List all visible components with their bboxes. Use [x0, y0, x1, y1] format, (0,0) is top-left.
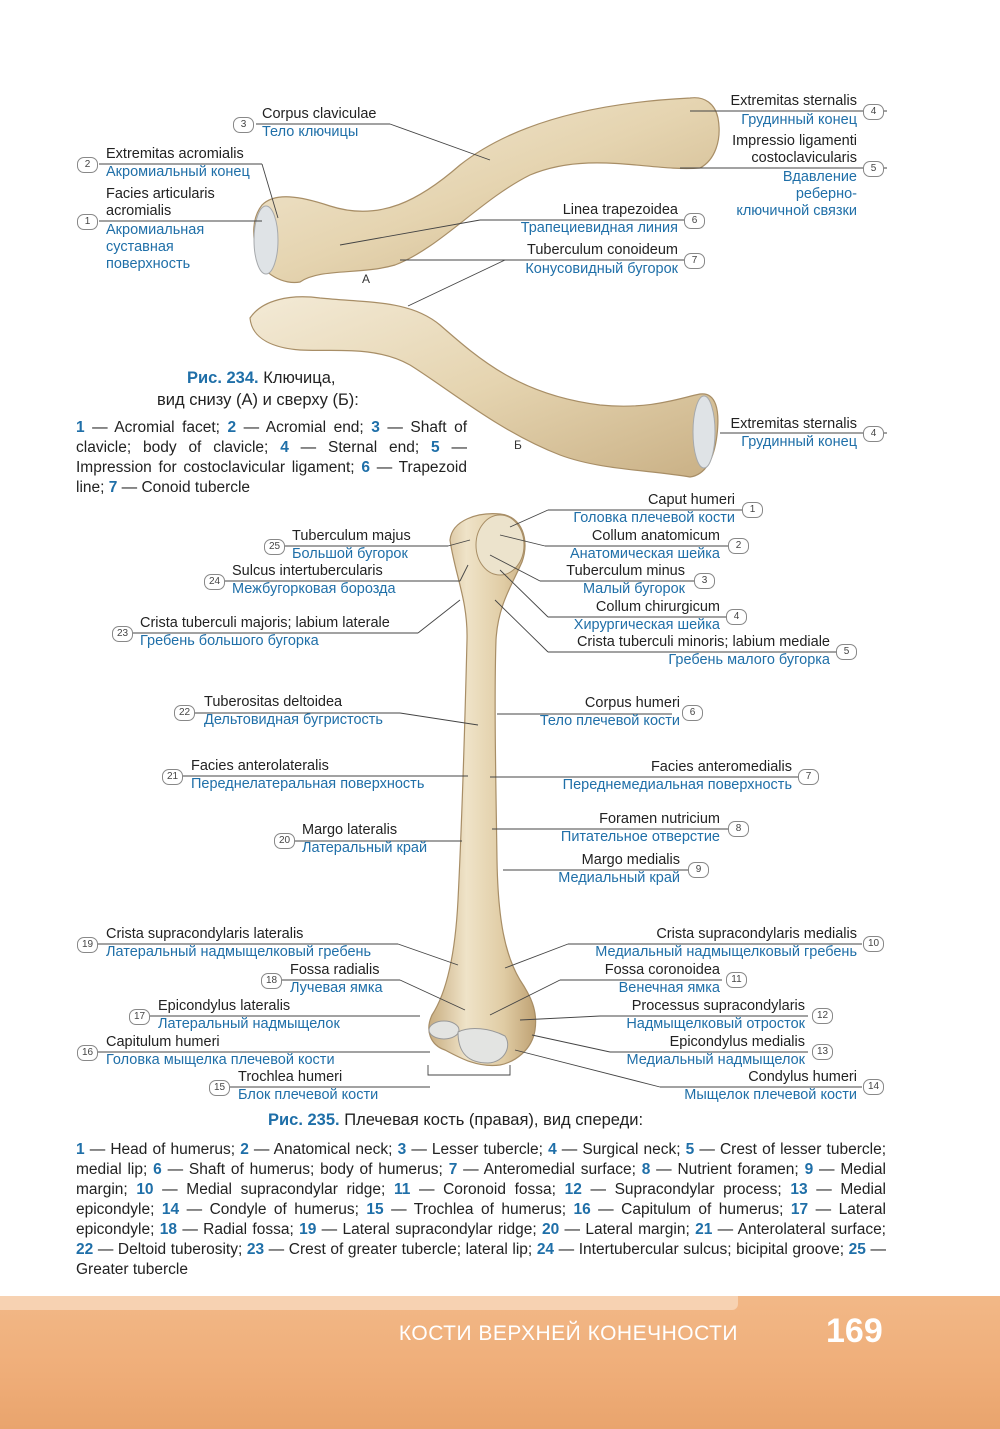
legend-number: 15 [366, 1201, 384, 1218]
legend-text: — Sternal end; [288, 439, 432, 456]
label-akromialnyj-konec: Акромиальный конец [106, 164, 250, 180]
label-akromialnaya: Акромиальная [106, 222, 205, 238]
legend-text: — Shaft of humerus; body of humerus; [161, 1161, 449, 1178]
legend-text: — Acromial end; [236, 419, 372, 436]
legend-text: — Conoid tubercle [117, 479, 251, 496]
label-l-22-latin: Tuberositas deltoidea [204, 694, 343, 710]
label-r-5-latin: Crista tuberculi minoris; labium mediale [576, 634, 830, 650]
legend-text: — Lateral margin; [559, 1221, 696, 1238]
legend-number: 13 [790, 1181, 808, 1198]
legend-text: — Shaft of clavicle; body of clavicle; [76, 419, 468, 456]
legend-text: — Lateral epicondyle; [76, 1201, 886, 1238]
legend-number: 6 [361, 459, 370, 476]
callout-19: 19 [77, 937, 98, 953]
callout-21: 21 [162, 769, 183, 785]
callout-1: 1 [77, 214, 98, 230]
label-r-6-russian: Тело плечевой кости [539, 713, 680, 729]
legend-text: — Intertubercular sulcus; bicipital groove; [554, 1241, 849, 1258]
callout-7: 7 [798, 769, 819, 785]
callout-13: 13 [812, 1044, 833, 1060]
fig235-caption-text: Плечевая кость (правая), вид спереди: [344, 1111, 644, 1129]
label-r-8-russian: Питательное отверстие [560, 829, 720, 845]
legend-number: 7 [448, 1161, 458, 1178]
label-l-18-latin: Fossa radialis [290, 962, 380, 978]
legend-number: 9 [804, 1161, 814, 1178]
legend-text: — Anterolateral surface; [712, 1221, 886, 1238]
legend-number: 1 [76, 419, 85, 436]
fig234-caption-label: Рис. 234. [187, 369, 259, 387]
label-telo-klyuchicy: Тело ключицы [262, 124, 359, 140]
label-r-11-russian: Венечная ямка [618, 980, 720, 996]
callout-1: 1 [742, 502, 763, 518]
acromial-facet [254, 206, 278, 274]
legend-text: — Trapezoid line; [76, 459, 467, 496]
legend-text: — Lesser tubercle; [406, 1141, 549, 1158]
legend-number: 16 [573, 1201, 591, 1218]
legend-number: 8 [641, 1161, 651, 1178]
label-r-7-russian: Переднемедиальная поверхность [562, 777, 792, 793]
legend-number: 23 [246, 1241, 265, 1258]
label-impressio-ligamenti: Impressio ligamenti [732, 133, 857, 149]
callout-14: 14 [863, 1079, 884, 1095]
label-extremitas-sternalis-b: Extremitas sternalis [730, 416, 857, 432]
callout-23: 23 [112, 626, 133, 642]
legend-number: 1 [76, 1141, 85, 1158]
legend-text: — Greater tubercle [76, 1241, 886, 1278]
section-title: КОСТИ ВЕРХНЕЙ КОНЕЧНОСТИ [398, 1322, 738, 1345]
label-l-25-latin: Tuberculum majus [292, 528, 411, 544]
callout-25: 25 [264, 539, 285, 555]
label-r-8-latin: Foramen nutricium [599, 811, 720, 827]
legend-text: — Crest of lesser tubercle; medial lip; [76, 1141, 887, 1178]
legend-number: 5 [431, 439, 440, 456]
legend-text: — Condyle of humerus; [179, 1201, 367, 1218]
label-extremitas-sternalis: Extremitas sternalis [730, 93, 857, 109]
legend-text: — Lateral supracondylar ridge; [316, 1221, 542, 1238]
legend-text: — Acromial facet; [84, 419, 228, 436]
label-r-6-latin: Corpus humeri [584, 695, 680, 711]
callout-22: 22 [174, 705, 195, 721]
label-r-13-russian: Медиальный надмыщелок [626, 1052, 805, 1068]
legend-text: — Nutrient foramen; [650, 1161, 805, 1178]
label-l-15-russian: Блок плечевой кости [238, 1087, 379, 1103]
label-l-22-russian: Дельтовидная бугристость [204, 712, 383, 728]
legend-number: 18 [159, 1221, 177, 1238]
label-r-11-latin: Fossa coronoidea [604, 962, 720, 978]
legend-text: — Anteromedial surface; [457, 1161, 642, 1178]
callout-15: 15 [209, 1080, 230, 1096]
callout-12: 12 [812, 1008, 833, 1024]
label-extremitas-acromialis: Extremitas acromialis [106, 146, 244, 162]
view-label-a: А [362, 272, 371, 286]
legend-number: 7 [108, 479, 118, 496]
label-r-4-latin: Collum chirurgicum [595, 599, 720, 615]
callout-3: 3 [694, 573, 715, 589]
label-r-7-latin: Facies anteromedialis [650, 759, 792, 775]
legend-number: 12 [564, 1181, 582, 1198]
label-acromialis: acromialis [106, 203, 172, 219]
label-r-12-latin: Processus supracondylaris [631, 998, 805, 1014]
label-r-13-latin: Epicondylus medialis [669, 1034, 805, 1050]
humerus [429, 514, 536, 1066]
legend-number: 17 [790, 1201, 809, 1218]
label-tuberculum-conoideum: Tuberculum conoideum [527, 242, 678, 258]
callout-20: 20 [274, 833, 295, 849]
legend-number: 19 [299, 1221, 317, 1238]
label-l-23-russian: Гребень большого бугорка [140, 633, 319, 649]
label-r-3-latin: Tuberculum minus [566, 563, 685, 579]
label-l-21-latin: Facies anterolateralis [191, 758, 329, 774]
legend-number: 3 [397, 1141, 407, 1158]
label-r-3-russian: Малый бугорок [582, 581, 685, 597]
label-l-16-latin: Capitulum humeri [106, 1034, 220, 1050]
label-r-1-latin: Caput humeri [647, 492, 735, 508]
legend-number: 22 [76, 1241, 94, 1258]
label-r-4-russian: Хирургическая шейка [573, 617, 720, 633]
callout-5: 5 [863, 161, 884, 177]
label-sustavnaya: суставная [106, 239, 174, 255]
legend-number: 10 [136, 1181, 154, 1198]
label-l-20-latin: Margo lateralis [302, 822, 398, 838]
legend-text: — Capitulum of humerus; [590, 1201, 791, 1218]
label-r-2-russian: Анатомическая шейка [569, 546, 720, 562]
page-number: 169 [826, 1312, 883, 1350]
label-konusovidnyj-bugorok: Конусовидный бугорок [525, 261, 678, 277]
label-reberno: реберно- [795, 186, 857, 202]
legend-text: — Medial supracondylar ridge; [153, 1181, 394, 1198]
callout-11: 11 [726, 972, 747, 988]
legend-text: — Coronoid fossa; [410, 1181, 565, 1198]
label-trapecievidnaya-liniya: Трапециевидная линия [520, 220, 678, 236]
label-r-1-russian: Головка плечевой кости [573, 510, 735, 526]
legend-text: — Radial fossa; [177, 1221, 300, 1238]
callout-2: 2 [77, 157, 98, 173]
capitulum [429, 1021, 459, 1039]
legend-number: 4 [548, 1141, 557, 1158]
label-l-24-latin: Sulcus intertubercularis [232, 563, 383, 579]
callout-18: 18 [261, 973, 282, 989]
legend-number: 25 [848, 1241, 866, 1258]
sternal-end-b [693, 396, 715, 468]
legend-number: 6 [153, 1161, 162, 1178]
label-grudinnyj-konec-b: Грудинный конец [741, 434, 857, 450]
callout-24: 24 [204, 574, 225, 590]
callout-2: 2 [728, 538, 749, 554]
callout-8: 8 [728, 821, 749, 837]
legend-number: 5 [685, 1141, 695, 1158]
label-poverhnost: поверхность [106, 256, 191, 272]
legend-number: 20 [541, 1221, 560, 1238]
legend-number: 2 [227, 419, 237, 436]
label-l-20-russian: Латеральный край [302, 840, 428, 856]
callout-3: 3 [233, 117, 254, 133]
fig235-caption-label: Рис. 235. [268, 1111, 340, 1129]
label-klyuchichnoj-svyazki: ключичной связки [736, 203, 857, 219]
legend-number: 4 [280, 439, 289, 456]
label-r-9-russian: Медиальный край [558, 870, 680, 886]
label-l-21-russian: Переднелатеральная поверхность [191, 776, 425, 792]
callout-17: 17 [129, 1009, 150, 1025]
callout-6: 6 [682, 705, 703, 721]
label-l-24-russian: Межбугорковая борозда [232, 581, 396, 597]
legend-number: 24 [536, 1241, 555, 1258]
label-r-5-russian: Гребень малого бугорка [668, 652, 830, 668]
label-r-10-latin: Crista supracondylaris medialis [656, 926, 857, 942]
legend-text: — Trochlea of humerus; [383, 1201, 574, 1218]
label-r-9-latin: Margo medialis [581, 852, 680, 868]
callout-9: 9 [688, 862, 709, 878]
label-l-23-latin: Crista tuberculi majoris; labium laterale [140, 615, 390, 631]
legend-text: — Anatomical neck; [248, 1141, 398, 1158]
legend-text: — Crest of greater tubercle; lateral lip; [264, 1241, 537, 1258]
legend-text: — Supracondylar process; [581, 1181, 791, 1198]
label-l-19-latin: Crista supracondylaris lateralis [106, 926, 304, 942]
fig234-caption-line2: вид снизу (А) и сверху (Б): [157, 391, 359, 409]
legend-text: — Medial margin; [76, 1161, 886, 1198]
fig235-caption [268, 1110, 643, 1130]
legend-text: — Impression for costoclavicular ligament; [76, 439, 467, 476]
label-vdavlenie: Вдавление [782, 169, 857, 185]
label-l-19-russian: Латеральный надмыщелковый гребень [106, 944, 372, 960]
label-r-12-russian: Надмыщелковый отросток [626, 1016, 805, 1032]
label-l-15-latin: Trochlea humeri [238, 1069, 343, 1085]
callout-4: 4 [863, 104, 884, 120]
label-linea-trapezoidea: Linea trapezoidea [562, 202, 678, 218]
legend-text: — Medial epicondyle; [76, 1181, 886, 1218]
legend-number: 3 [371, 419, 380, 436]
legend-text: — Head of humerus; [84, 1141, 241, 1158]
footer-strip [0, 1296, 738, 1310]
label-l-17-russian: Латеральный надмыщелок [158, 1016, 340, 1032]
legend-text: — Surgical neck; [556, 1141, 686, 1158]
legend-number: 2 [240, 1141, 249, 1158]
label-grudinnyj-konec: Грудинный конец [741, 112, 857, 128]
label-l-25-russian: Большой бугорок [292, 546, 408, 562]
label-r-10-russian: Медиальный надмыщелковый гребень [595, 944, 857, 960]
label-r-14-latin: Condylus humeri [748, 1069, 857, 1085]
fig235-legend [76, 1140, 886, 1280]
label-facies-articularis: Facies articularis [106, 186, 215, 202]
legend-number: 11 [393, 1181, 411, 1198]
legend-number: 14 [161, 1201, 180, 1218]
callout-16: 16 [77, 1045, 98, 1061]
callout-4: 4 [726, 609, 747, 625]
label-l-17-latin: Epicondylus lateralis [158, 998, 291, 1014]
fig234-caption-title: Ключица, [263, 369, 336, 387]
label-r-14-russian: Мыщелок плечевой кости [684, 1087, 857, 1103]
fig234-caption-line1 [187, 368, 335, 388]
label-costoclavicularis: costoclavicularis [751, 150, 857, 166]
callout-7: 7 [684, 253, 705, 269]
label-l-18-russian: Лучевая ямка [290, 980, 383, 996]
callout-10: 10 [863, 936, 884, 952]
callout-4b: 4 [863, 426, 884, 442]
callout-6: 6 [684, 213, 705, 229]
legend-text: — Deltoid tuberosity; [93, 1241, 247, 1258]
view-label-b: Б [514, 438, 522, 452]
label-l-16-russian: Головка мыщелка плечевой кости [106, 1052, 335, 1068]
fig234-legend [76, 418, 467, 498]
label-corpus-claviculae: Corpus claviculae [262, 106, 377, 122]
legend-number: 21 [695, 1221, 713, 1238]
callout-5: 5 [836, 644, 857, 660]
label-r-2-latin: Collum anatomicum [591, 528, 720, 544]
